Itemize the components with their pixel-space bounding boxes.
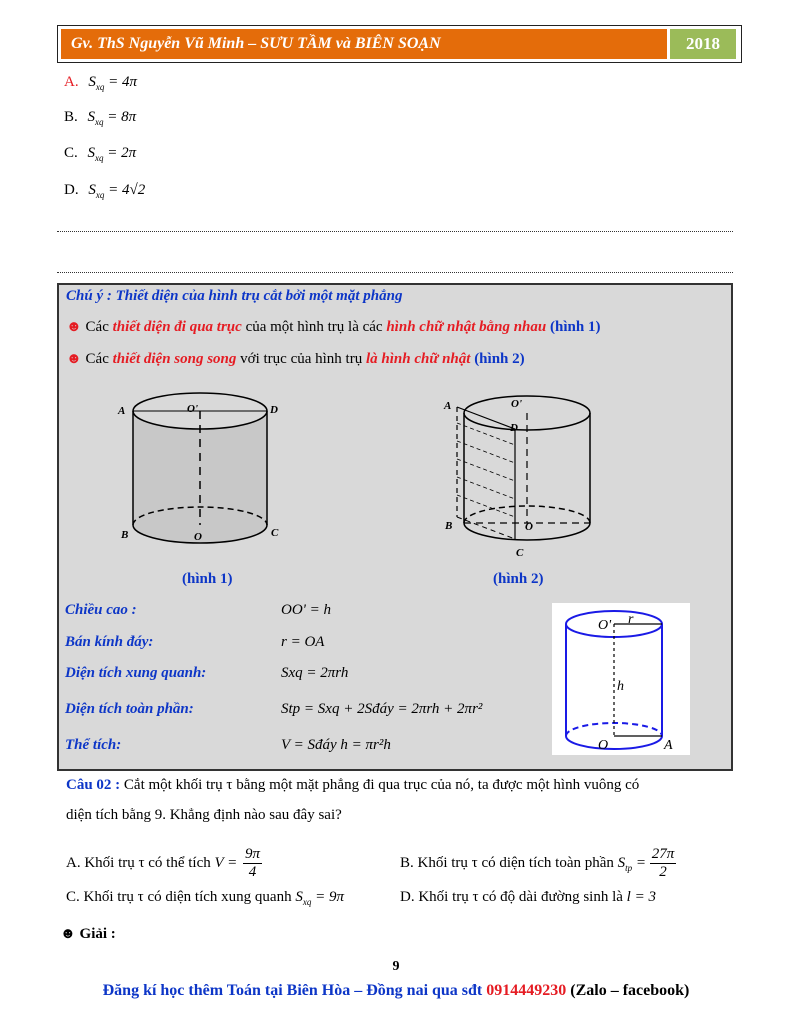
- answer-c: C. Khối trụ τ có diện tích xung quanh $S_{xq} = 9\pi$: [66, 889, 344, 907]
- def-formula-height: OO' = h: [281, 602, 331, 618]
- def-formula-lateral-area: Sxq = 2πrh: [281, 665, 349, 681]
- header-year: 2018: [670, 29, 736, 59]
- option-a: A. $S_{xq} = 4\pi$: [64, 74, 137, 92]
- bullet-icon: ☻: [66, 351, 82, 367]
- def-label-volume: Thể tích:: [65, 737, 122, 753]
- def-label-total-area: Diện tích toàn phần:: [65, 701, 194, 717]
- option-b: B. $S_{xq} = 8\pi$: [64, 109, 137, 127]
- bullet-icon: ☻: [66, 319, 82, 335]
- label-O: O: [598, 738, 609, 753]
- question-line-2: diện tích bằng 9. Khẳng định nào sau đây sai?: [66, 807, 342, 823]
- option-d: D. $S_{xq} = 4√2$: [64, 182, 146, 200]
- label-r: r: [628, 612, 634, 627]
- dotted-line: [57, 272, 733, 273]
- label-A: A: [118, 405, 126, 417]
- label-C: C: [271, 527, 279, 539]
- label-O-prime: O': [187, 403, 198, 415]
- label-A: A: [664, 738, 673, 753]
- option-c: C. $S_{xq} = 2\pi$: [64, 145, 137, 163]
- label-A: A: [444, 400, 452, 412]
- label-D: D: [270, 404, 278, 416]
- def-formula-radius: r = OA: [281, 634, 325, 650]
- page-header: [57, 25, 742, 63]
- question-line-1: Câu 02 : Cắt một khối trụ τ bằng một mặt phẳng đi qua trục của nó, ta được một hình vuông có: [66, 777, 640, 793]
- answer-b: B. Khối trụ τ có diện tích toàn phần $S_{tp}$ = $\frac{27\pi}{2}$: [400, 846, 675, 880]
- page-number: 9: [392, 959, 400, 974]
- question-number: Câu 02 :: [66, 777, 121, 793]
- header-title: Gv. ThS Nguyễn Vũ Minh – SƯU TẦM và BIÊN SOẠN: [61, 29, 667, 59]
- answer-a: A. Khối trụ τ có thể tích V = $\frac{9\pi}{4}$: [66, 846, 261, 880]
- label-O: O: [194, 531, 202, 543]
- figure-1-caption: (hình 1): [182, 571, 233, 587]
- def-formula-total-area: Stp = Sxq + 2Sđáy = 2πrh + 2πr²: [281, 701, 483, 717]
- answer-d: D. Khối trụ τ có độ dài đường sinh là l = 3: [400, 889, 656, 905]
- figure-2-caption: (hình 2): [493, 571, 544, 587]
- cylinder-figure-2: [440, 393, 610, 563]
- label-D: D: [510, 422, 518, 434]
- label-B: B: [445, 520, 453, 532]
- solution-heading: ☻ Giải :: [60, 926, 116, 942]
- def-formula-volume: V = Sđáy h = πr²h: [281, 737, 391, 753]
- note-line-1: ☻ Các thiết diện đi qua trục của một hình trụ là các hình chữ nhật bằng nhau (hình 1): [66, 319, 601, 335]
- dotted-line: [57, 231, 733, 232]
- def-label-height: Chiều cao :: [65, 602, 137, 618]
- def-label-lateral-area: Diện tích xung quanh:: [65, 665, 207, 681]
- note-title: Chú ý : Thiết diện của hình trụ cắt bởi một mặt phẳng: [66, 288, 403, 304]
- note-line-2: ☻ Các thiết diện song song với trục của hình trụ là hình chữ nhật (hình 2): [66, 351, 525, 367]
- label-O-prime: O': [598, 618, 612, 633]
- def-label-radius: Bán kính đáy:: [65, 634, 154, 650]
- bullet-icon: ☻: [60, 926, 76, 942]
- label-O: O: [525, 521, 533, 533]
- label-B: B: [121, 529, 129, 541]
- footer-ad: Đăng kí học thêm Toán tại Biên Hòa – Đồng nai qua sđt 0914449230 (Zalo – facebook): [102, 982, 690, 999]
- label-C: C: [516, 547, 524, 559]
- cylinder-figure-1: [110, 390, 300, 560]
- label-h: h: [617, 679, 624, 694]
- cylinder-figure-3: [552, 603, 690, 755]
- label-O-prime: O': [511, 398, 522, 410]
